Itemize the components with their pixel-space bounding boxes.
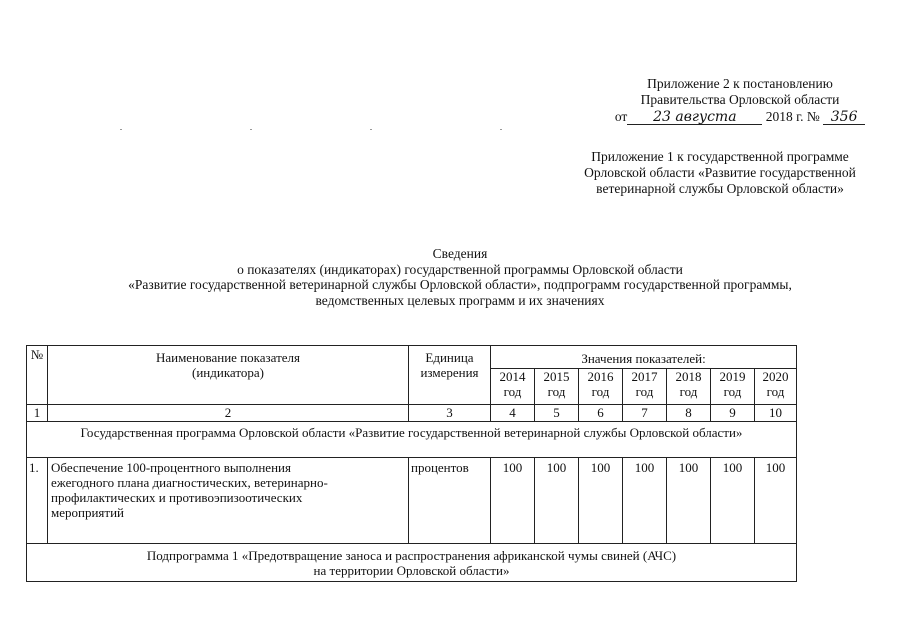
column-number: 5 xyxy=(535,405,579,422)
appendix-2-date-line xyxy=(590,109,890,125)
header-year: 2018 год xyxy=(667,369,711,405)
indicator-name: Обеспечение 100-процентного выполнения ежегодного плана диагностических, ветеринарно-профилактических и противоэпизоотических мероприятий xyxy=(48,458,409,544)
indicator-unit: процентов xyxy=(409,458,491,544)
column-number: 10 xyxy=(755,405,797,422)
header-year: 2016 год xyxy=(579,369,623,405)
indicator-value: 100 xyxy=(491,458,535,544)
indicator-value: 100 xyxy=(535,458,579,544)
indicator-value: 100 xyxy=(623,458,667,544)
indicator-value: 100 xyxy=(579,458,623,544)
scan-speck xyxy=(500,129,502,130)
scan-speck xyxy=(370,129,372,130)
row-number: 1. xyxy=(27,458,48,544)
indicators-table xyxy=(26,345,797,582)
heading-line4: ведомственных целевых программ и их значениях xyxy=(315,292,605,308)
header-no: № xyxy=(27,346,48,405)
appendix-1-line3: ветеринарной службы Орловской области» xyxy=(596,181,844,196)
header-unit: Единица измерения xyxy=(409,346,491,405)
document-heading xyxy=(60,246,860,308)
scan-speck xyxy=(250,129,252,130)
appendix-2-block xyxy=(590,76,890,125)
header-year: 2015 год xyxy=(535,369,579,405)
column-number: 4 xyxy=(491,405,535,422)
header-year: 2017 год xyxy=(623,369,667,405)
header-year: 2019 год xyxy=(711,369,755,405)
year-and-number-label: 2018 г. № xyxy=(765,109,820,124)
indicator-value: 100 xyxy=(667,458,711,544)
scan-speck xyxy=(120,129,122,130)
column-number: 9 xyxy=(711,405,755,422)
header-year: 2020 год xyxy=(755,369,797,405)
appendix-2-line2: Правительства Орловской области xyxy=(640,92,840,107)
column-number: 7 xyxy=(623,405,667,422)
heading-line3: «Развитие государственной ветеринарной службы Орловской области», подпрограмм государственной программы, xyxy=(128,277,792,292)
indicator-value: 100 xyxy=(755,458,797,544)
subprogram-title-row: Подпрограмма 1 «Предотвращение заноса и распространения африканской чумы свиней (АЧС) на территории Орловской области» xyxy=(27,544,797,582)
header-indicator-name: Наименование показателя (индикатора) xyxy=(48,346,409,405)
heading-title: Сведения xyxy=(432,246,488,261)
header-values: Значения показателей: xyxy=(491,346,797,369)
handwritten-date: 23 августа xyxy=(627,110,762,125)
appendix-1-block xyxy=(560,149,880,197)
column-number: 6 xyxy=(579,405,623,422)
column-number: 2 xyxy=(48,405,409,422)
column-number: 3 xyxy=(409,405,491,422)
header-year: 2014 год xyxy=(491,369,535,405)
column-number: 1 xyxy=(27,405,48,422)
indicator-value: 100 xyxy=(711,458,755,544)
date-prefix: от xyxy=(614,109,628,124)
heading-line2: о показателях (индикаторах) государственной программы Орловской области xyxy=(237,261,683,277)
column-number: 8 xyxy=(667,405,711,422)
handwritten-number: 356 xyxy=(823,110,865,125)
appendix-2-line1: Приложение 2 к постановлению xyxy=(647,76,833,91)
appendix-1-line2: Орловской области «Развитие государственной xyxy=(584,165,856,180)
appendix-1-line1: Приложение 1 к государственной программе xyxy=(591,149,849,164)
program-title-row: Государственная программа Орловской области «Развитие государственной ветеринарной службы Орловской области» xyxy=(27,422,797,458)
